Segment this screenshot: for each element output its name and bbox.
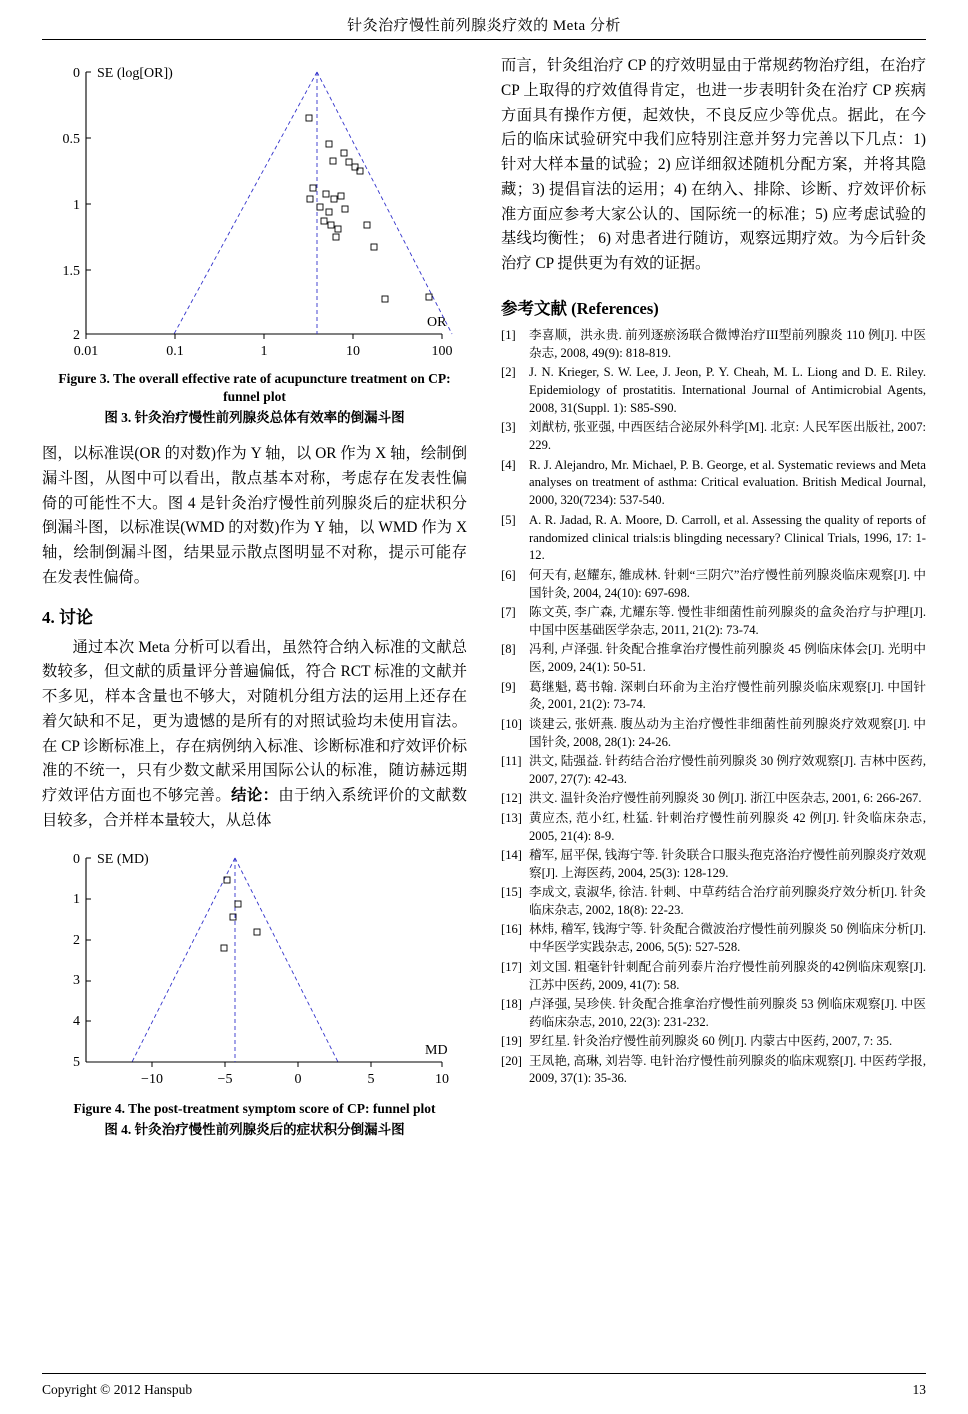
reference-item — [501, 847, 926, 883]
figure-3-caption-cn: 图 3. 针灸治疗慢性前列腺炎总体有效率的倒漏斗图 — [104, 410, 405, 426]
reference-text: 罗红星. 针灸治疗慢性前列腺炎 60 例[J]. 内蒙古中医药, 2007, 7: 35. — [529, 1034, 893, 1049]
svg-text:0.1: 0.1 — [166, 344, 184, 359]
svg-text:0: 0 — [73, 66, 80, 81]
conclusion-text: 由于纳入系统评价的文献数目较多，合并样本量较大，从总体 — [42, 787, 467, 829]
left-column — [42, 54, 467, 1146]
svg-text:0.01: 0.01 — [73, 344, 99, 359]
svg-text:5: 5 — [73, 1054, 80, 1070]
reference-text: 谈建云, 张妍燕. 腹丛动为主治疗慢性非细菌性前列腺炎疗效观察[J]. 中国针灸, 2008, 28(1): 24-26. — [529, 716, 926, 749]
reference-text: 稽军, 屈平保, 钱海宁等. 针灸联合口服头孢克洛治疗慢性前列腺炎疗效观察[J]. 上海医药, 2004, 25(3): 128-129. — [529, 847, 926, 880]
figure-4-caption-en: Figure 4. The post-treatment symptom score of CP: funnel plot — [73, 1100, 436, 1116]
reference-item — [501, 327, 926, 363]
reference-number: [10] — [501, 716, 522, 731]
reference-text: 何天有, 赵耀东, 雒成林. 针刺“三阴穴”治疗慢性前列腺炎临床观察[J]. 中国针灸, 2004, 24(10): 697-698. — [529, 567, 926, 600]
reference-item — [501, 679, 926, 715]
reference-text: 卢泽强, 吴珍侠. 针灸配合推拿治疗慢性前列腺炎 53 例临床观察[J]. 中医药临床杂志, 2010, 22(3): 231-232. — [529, 996, 926, 1029]
svg-text:5: 5 — [367, 1071, 375, 1087]
reference-number: [15] — [501, 885, 522, 900]
svg-text:−5: −5 — [217, 1071, 233, 1087]
reference-item — [501, 457, 926, 511]
right-paragraph-1: 而言，针灸组治疗 CP 的疗效明显由于常规药物治疗组，在治疗 CP 上取得的疗效值得肯定，也进一步表明针灸在治疗 CP 疾病方面具有操作方便，起效快，不良反应少等优点。据此，在今后的临床试验研究中我们应特别注意并努力完善以下几点：1) 针对大样本量的试验；2) 应详细叙述随机分配方案，并将其隐藏；3) 提倡盲法的运用；4) 在纳入、排除、诊断、疗效评价标准方面应参考大家公认的、国际统一的标准；5) 应考虑试验的基线均衡性； 6) 对患者进行随访，观察远期疗效。为今后针灸治疗 CP 提供更为有效的证据。 — [501, 57, 926, 273]
page-footer — [42, 1376, 926, 1398]
reference-item — [501, 1033, 926, 1051]
funnel-plot-or-svg — [42, 54, 467, 364]
reference-number: [4] — [501, 457, 516, 472]
conclusion-label: 结论： — [231, 787, 279, 805]
reference-item — [501, 921, 926, 957]
reference-item — [501, 753, 926, 789]
section-heading-discussion: 4. 讨论 — [42, 607, 93, 627]
reference-item — [501, 884, 926, 920]
reference-text: 冯利, 卢泽强. 针灸配合推拿治疗慢性前列腺炎 45 例临床体会[J]. 光明中医, 2009, 24(1): 50-51. — [529, 642, 926, 675]
reference-text: 林炜, 稽军, 钱海宁等. 针灸配合微波治疗慢性前列腺炎 50 例临床分析[J]. 中华医学实践杂志, 2006, 5(5): 527-528. — [529, 922, 926, 955]
reference-text: 陈文英, 李广森, 尤耀东等. 慢性非细菌性前列腺炎的盒灸治疗与护理[J]. 中国中医基础医学杂志, 2011, 21(2): 73-74. — [529, 605, 926, 637]
svg-text:3: 3 — [73, 972, 80, 988]
svg-text:4: 4 — [73, 1013, 80, 1029]
right-column — [501, 54, 926, 1146]
reference-number: [14] — [501, 847, 522, 862]
figure-4-caption-cn: 图 4. 针灸治疗慢性前列腺炎后的症状积分倒漏斗图 — [104, 1121, 405, 1137]
svg-text:1: 1 — [73, 891, 80, 907]
reference-text: 刘文国. 粗毫针针刺配合前列泰片治疗慢性前列腺炎的42例临床观察[J]. 江苏中医药, 2009, 41(7): 58. — [529, 959, 926, 992]
svg-text:1: 1 — [260, 344, 268, 359]
reference-number: [2] — [501, 365, 516, 380]
svg-text:0: 0 — [73, 851, 80, 867]
figure-3-plot — [42, 54, 467, 364]
svg-text:10: 10 — [435, 1071, 449, 1087]
reference-item — [501, 716, 926, 752]
reference-item — [501, 1053, 926, 1089]
svg-text:0: 0 — [294, 1071, 302, 1087]
left-paragraph-2-text: 通过本次 Meta 分析可以看出，虽然符合纳入标准的文献总数较多，但文献的质量评分普遍偏低，符合 RCT 标准的文献并不多见，样本含量也不够大，对随机分组方法的运用上还存在着欠缺和不足，更为遗憾的是所有的对照试验均未使用盲法。在 CP 诊断标准上，存在病例纳入标准、诊断标准和疗效评价标准的不统一，只有少数文献采用国际公认的标准，随访赫远期疗效评估方面也不够完善。 — [42, 638, 467, 805]
reference-item — [501, 959, 926, 995]
reference-number: [17] — [501, 959, 522, 974]
reference-number: [16] — [501, 922, 522, 937]
reference-item — [501, 641, 926, 677]
svg-text:2: 2 — [73, 328, 80, 343]
reference-text: 洪文. 温针灸治疗慢性前列腺炎 30 例[J]. 浙江中医杂志, 2001, 6: 266-267. — [529, 791, 922, 806]
svg-text:MD: MD — [425, 1042, 448, 1058]
reference-item — [501, 567, 926, 603]
reference-item — [501, 419, 926, 455]
reference-text: 李喜顺，洪永贵. 前列逐瘀汤联合微博治疗III型前列腺炎 110 例[J]. 中医杂志, 2008, 49(9): 818-819. — [529, 327, 926, 360]
reference-item — [501, 604, 926, 640]
reference-number: [3] — [501, 420, 516, 435]
reference-text: 洪文, 陆强益. 针药结合治疗慢性前列腺炎 30 例疗效观察[J]. 吉林中医药, 2007, 27(7): 42-43. — [529, 754, 926, 786]
reference-item — [501, 810, 926, 846]
header-divider — [42, 39, 926, 40]
figure-3-caption-en: Figure 3. The overall effective rate of acupuncture treatment on CP: funnel plot — [58, 371, 451, 405]
reference-text: A. R. Jadad, R. A. Moore, D. Carroll, et al. Assessing the quality of reports of randomized clinical trials:is blingding necessary? Clinical Trials, 1996, 17: 1-12. — [529, 512, 926, 563]
left-paragraph-1: 图，以标准误(OR 的对数)作为 Y 轴，以 OR 作为 X 轴，绘制倒漏斗图，从图中可以看出，散点基本对称，考虑存在发表性偏倚的可能性不大。图 4 是针灸治疗慢性前列腺炎后的症状积分倒漏斗图，以标准误(WMD 的对数)作为 Y 轴，以 WMD 作为 X 轴，绘制倒漏斗图，结果显示散点图明显不对称，提示可能存在发表性偏倚。 — [42, 445, 467, 586]
figure-4 — [42, 844, 467, 1140]
two-column-layout — [42, 54, 926, 1146]
references-list — [501, 327, 926, 1088]
reference-text: 李成文, 袁淑华, 徐洁. 针刺、中草药结合治疗前列腺炎疗效分析[J]. 针灸临床杂志, 2002, 18(8): 22-23. — [529, 885, 926, 918]
reference-number: [5] — [501, 512, 516, 527]
reference-text: 黄应杰, 范小红, 杜猛. 针刺治疗慢性前列腺炎 42 例[J]. 针灸临床杂志, 2005, 21(4): 8-9. — [529, 810, 926, 843]
reference-text: 刘猷枋, 张亚强, 中西医结合泌尿外科学[M]. 北京: 人民军医出版社, 2007: 229. — [529, 420, 926, 453]
funnel-plot-md-svg — [42, 844, 467, 1094]
running-head: 针灸治疗慢性前列腺炎疗效的 Meta 分析 — [347, 18, 621, 34]
svg-text:OR: OR — [427, 315, 447, 330]
reference-number: [7] — [501, 605, 516, 620]
svg-text:10: 10 — [346, 344, 360, 359]
svg-text:1.5: 1.5 — [62, 264, 80, 279]
reference-item — [501, 996, 926, 1032]
svg-text:1: 1 — [73, 198, 80, 213]
svg-text:100: 100 — [431, 344, 453, 359]
reference-number: [12] — [501, 791, 522, 806]
reference-item — [501, 512, 926, 566]
reference-item — [501, 790, 926, 808]
reference-number: [11] — [501, 754, 522, 769]
reference-text: 王凤艳, 高琳, 刘岩等. 电针治疗慢性前列腺炎的临床观察[J]. 中医药学报, 2009, 37(1): 35-36. — [529, 1053, 926, 1086]
page-number: 13 — [912, 1382, 926, 1397]
svg-text:SE (MD): SE (MD) — [97, 851, 149, 867]
reference-number: [6] — [501, 567, 516, 582]
svg-text:2: 2 — [73, 932, 80, 948]
reference-number: [19] — [501, 1034, 522, 1049]
svg-text:SE (log[OR]): SE (log[OR]) — [97, 66, 173, 81]
figure-3 — [42, 54, 467, 428]
footer-divider — [42, 1373, 926, 1374]
reference-number: [20] — [501, 1053, 522, 1068]
reference-text: J. N. Krieger, S. W. Lee, J. Jeon, P. Y. Cheah, M. L. Liong and D. E. Riley. Epidemiology of prostatitis. International Journal of Antimicrobial Agents, 2008, 31(Suppl. 1): S85-S90. — [529, 365, 926, 415]
reference-number: [1] — [501, 327, 516, 342]
references-heading: 参考文献 (References) — [501, 298, 659, 318]
left-paragraph-2 — [42, 636, 467, 834]
reference-number: [8] — [501, 642, 516, 657]
reference-number: [18] — [501, 996, 522, 1011]
figure-4-plot — [42, 844, 467, 1094]
reference-number: [13] — [501, 810, 522, 825]
reference-text: R. J. Alejandro, Mr. Michael, P. B. George, et al. Systematic reviews and Meta analyses on treatment of asthma: Critical evaluation. British Medical Journal, 2000, 320(7234): 537-540. — [529, 457, 926, 508]
svg-text:−10: −10 — [141, 1071, 163, 1087]
reference-text: 葛继魁, 葛书翰. 深刺白环俞为主治疗慢性前列腺炎临床观察[J]. 中国针灸, 2001, 21(2): 73-74. — [529, 679, 926, 712]
copyright-text: Copyright © 2012 Hanspub — [42, 1382, 193, 1397]
reference-number: [9] — [501, 679, 516, 694]
reference-item — [501, 364, 926, 418]
svg-text:0.5: 0.5 — [62, 132, 80, 147]
